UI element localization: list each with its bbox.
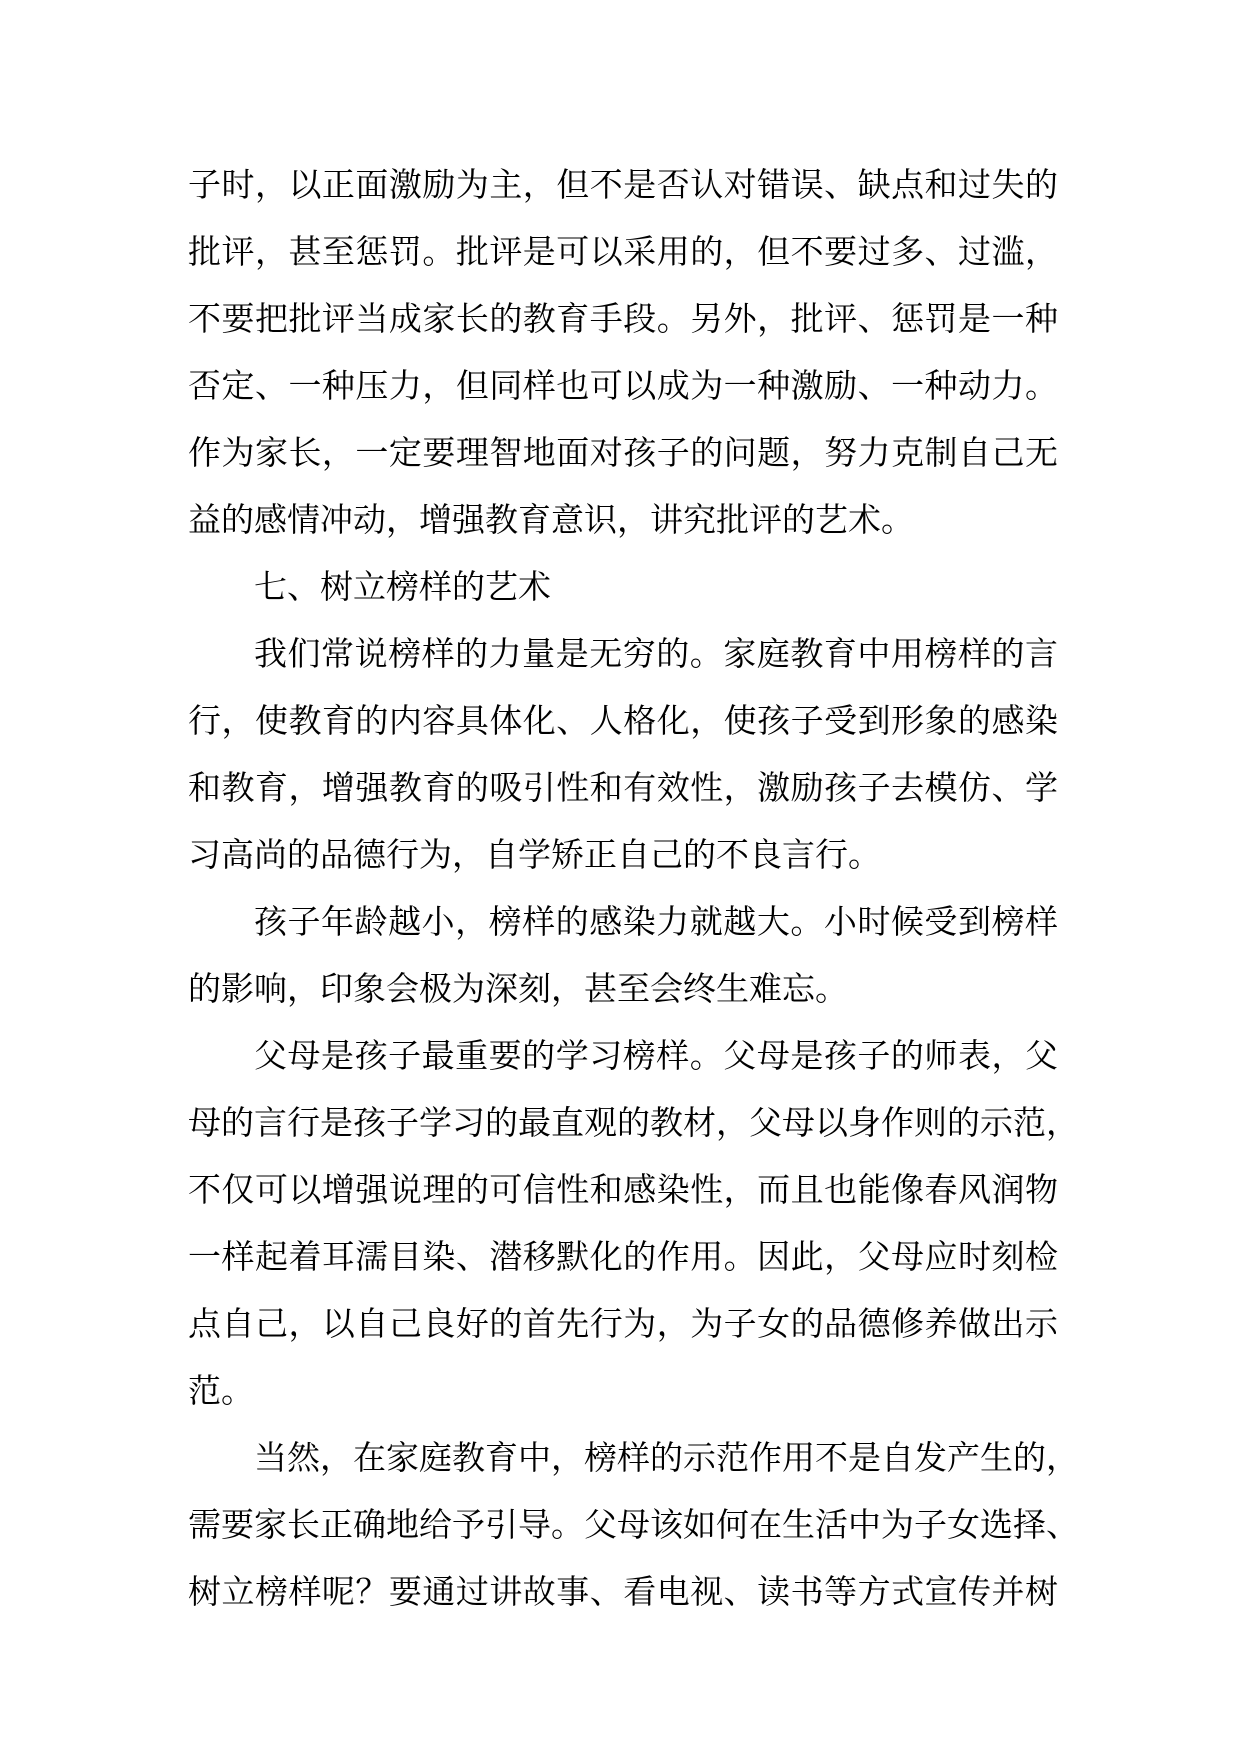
text-line: 批评，甚至惩罚。批评是可以采用的，但不要过多、过滥， — [188, 232, 1058, 271]
text-line: 范。 — [188, 1371, 254, 1410]
text-line: 树立榜样呢？要通过讲故事、看电视、读书等方式宣传并树 — [188, 1572, 1058, 1611]
text-line: 点自己，以自己良好的首先行为，为子女的品德修养做出示 — [188, 1304, 1058, 1343]
text-line: 益的感情冲动，增强教育意识，讲究批评的艺术。 — [188, 500, 914, 539]
text-line: 习高尚的品德行为，自学矫正自己的不良言行。 — [188, 835, 881, 874]
text-line: 作为家长，一定要理智地面对孩子的问题，努力克制自己无 — [188, 433, 1058, 472]
text-line: 子时，以正面激励为主，但不是否认对错误、缺点和过失的 — [188, 165, 1058, 204]
text-line: 父母是孩子最重要的学习榜样。父母是孩子的师表，父 — [254, 1036, 1058, 1075]
text-line: 孩子年龄越小，榜样的感染力就越大。小时候受到榜样 — [254, 902, 1058, 941]
text-line: 的影响，印象会极为深刻，甚至会终生难忘。 — [188, 969, 848, 1008]
text-line: 需要家长正确地给予引导。父母该如何在生活中为子女选择、 — [188, 1505, 1079, 1544]
text-line: 我们常说榜样的力量是无穷的。家庭教育中用榜样的言 — [254, 634, 1058, 673]
text-line: 不仅可以增强说理的可信性和感染性，而且也能像春风润物 — [188, 1170, 1058, 1209]
text-line: 母的言行是孩子学习的最直观的教材，父母以身作则的示范， — [188, 1103, 1079, 1142]
text-line: 一样起着耳濡目染、潜移默化的作用。因此，父母应时刻检 — [188, 1237, 1058, 1276]
text-line: 不要把批评当成家长的教育手段。另外，批评、惩罚是一种 — [188, 299, 1058, 338]
text-line: 否定、一种压力，但同样也可以成为一种激励、一种动力。 — [188, 366, 1058, 405]
text-line: 当然，在家庭教育中，榜样的示范作用不是自发产生的， — [254, 1438, 1079, 1477]
document-body — [188, 151, 1079, 1625]
text-line: 行，使教育的内容具体化、人格化，使孩子受到形象的感染 — [188, 701, 1058, 740]
text-line: 和教育，增强教育的吸引性和有效性，激励孩子去模仿、学 — [188, 768, 1058, 807]
section-heading: 七、树立榜样的艺术 — [254, 567, 551, 606]
